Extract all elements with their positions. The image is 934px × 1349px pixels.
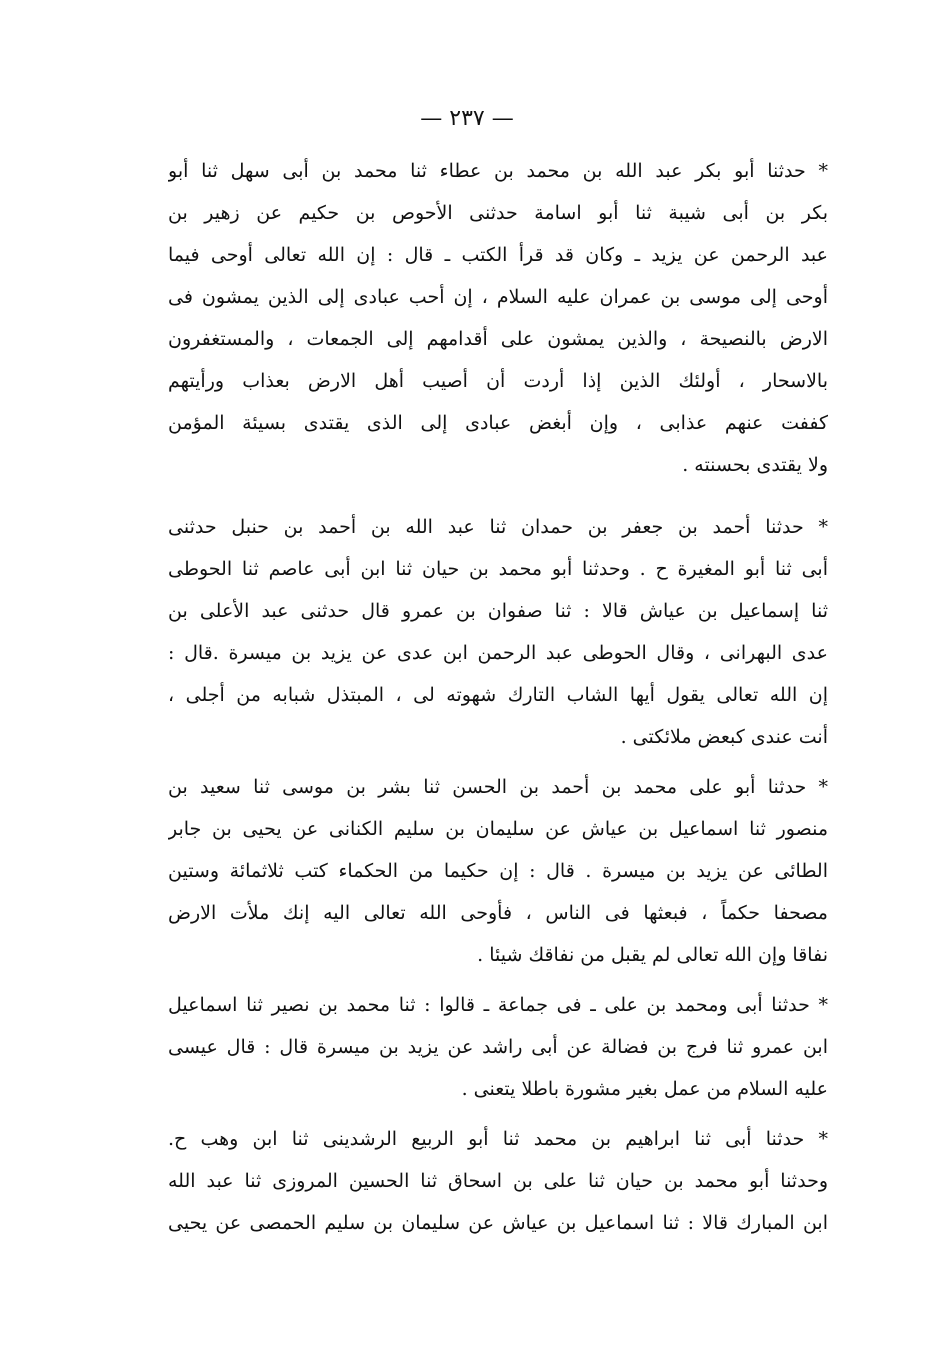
text-line: الارض بالنصيحة ، والذين يمشون على أقدامهم إلى الجمعات ، والمستغفرون — [168, 328, 828, 350]
paragraph — [168, 1118, 828, 1244]
paragraph — [168, 984, 828, 1110]
text-line: نفاقا وإن الله تعالى لم يقبل من نفاقك شيئا . — [477, 944, 828, 966]
text-line: * حدثنا أبو على محمد بن أحمد بن الحسن ثنا بشر بن موسى ثنا سعيد بن — [168, 776, 828, 798]
text-line: عليه السلام من عمل بغير مشورة باطلا يتعنى . — [461, 1078, 828, 1100]
paragraph — [168, 506, 828, 758]
text-line: * حدثنا أبى ومحمد بن على ـ فى جماعة ـ قالوا : ثنا محمد بن نصير ثنا اسماعيل — [168, 994, 828, 1016]
paragraph — [168, 766, 828, 976]
text-line: ابن عمرو ثنا فرج بن فضالة عن أبى راشد عن يزيد بن ميسرة قال : قال عيسى — [168, 1036, 828, 1058]
text-line: وحدثنا أبو محمد بن حيان ثنا على بن اسحاق ثنا الحسين المروزى ثنا عبد الله — [168, 1170, 828, 1192]
text-line: منصور ثنا اسماعيل بن عياش عن سليمان بن سليم الكنانى عن يحيى بن جابر — [168, 818, 828, 840]
paragraph-gap — [168, 758, 828, 766]
text-line: ابن المبارك قالا : ثنا اسماعيل بن عياش عن سليمان بن سليم الحمصى عن يحيى — [168, 1212, 828, 1234]
text-line: * حدثنا أبو بكر عبد الله بن محمد بن عطاء ثنا محمد بن أبى سهل ثنا أبو — [168, 160, 828, 182]
text-line: أوحى إلى موسى بن عمران عليه السلام ، إن أحب عبادى إلى الذين يمشون فى — [168, 286, 828, 308]
text-line: بالاسحار ، أولئك الذين إذا أردت أن أصيب أهل الارض بعذاب ورأيتهم — [168, 370, 828, 392]
text-line: * حدثنا أحمد بن جعفر بن حمدان ثنا عبد الله بن أحمد بن حنبل حدثنى — [168, 516, 828, 538]
text-line: إن الله تعالى يقول أيها الشاب التارك شهوته لى ، المبتذل شبابه من أجلى ، — [168, 684, 828, 706]
text-line: عدى البهرانى ، وقال الحوطى عبد الرحمن ابن عدى عن يزيد بن ميسرة .قال : — [168, 642, 828, 664]
text-line: أبى ثنا أبو المغيرة ح . وحدثنا أبو محمد بن حيان ثنا ابن أبى عاصم ثنا الحوطى — [168, 558, 828, 580]
text-line: عبد الرحمن عن يزيد ـ وكان قد قرأ الكتب ـ قال : إن الله تعالى أوحى فيما — [168, 244, 828, 266]
paragraph-gap — [168, 486, 828, 506]
paragraph-gap — [168, 1110, 828, 1118]
text-line: الطائى عن يزيد بن ميسرة . قال : إن حكيما من الحكماء كتب ثلاثمائة وستين — [168, 860, 828, 882]
paragraph — [168, 150, 828, 486]
text-line: أنت عندى كبعض ملائكتى . — [620, 726, 828, 748]
paragraph-gap — [168, 976, 828, 984]
text-line: * حدثنا أبى ثنا ابراهيم بن محمد ثنا أبو الربيع الرشدينى ثنا ابن وهب ح. — [168, 1128, 828, 1150]
text-line: كففت عنهم عذابى ، وإن أبغض عبادى إلى الذى يقتدى بسيئة المؤمن — [168, 412, 828, 434]
text-line: مصحفا حكماً ، فبعثها فى الناس ، فأوحى الله تعالى اليه إنك ملأت الارض — [168, 902, 828, 924]
text-line: ولا يقتدى بحسنته . — [682, 454, 828, 476]
page-text — [168, 150, 828, 1244]
text-line: ثنا إسماعيل بن عياش قالا : ثنا صفوان بن عمرو قال حدثنى عبد الأعلى بن — [168, 600, 828, 622]
page-number: — ٢٣٧ — — [420, 106, 514, 131]
text-line: بكر بن أبى شيبة ثنا أبو اسامة حدثنى الأحوص بن حكيم عن زهير بن — [168, 202, 828, 224]
